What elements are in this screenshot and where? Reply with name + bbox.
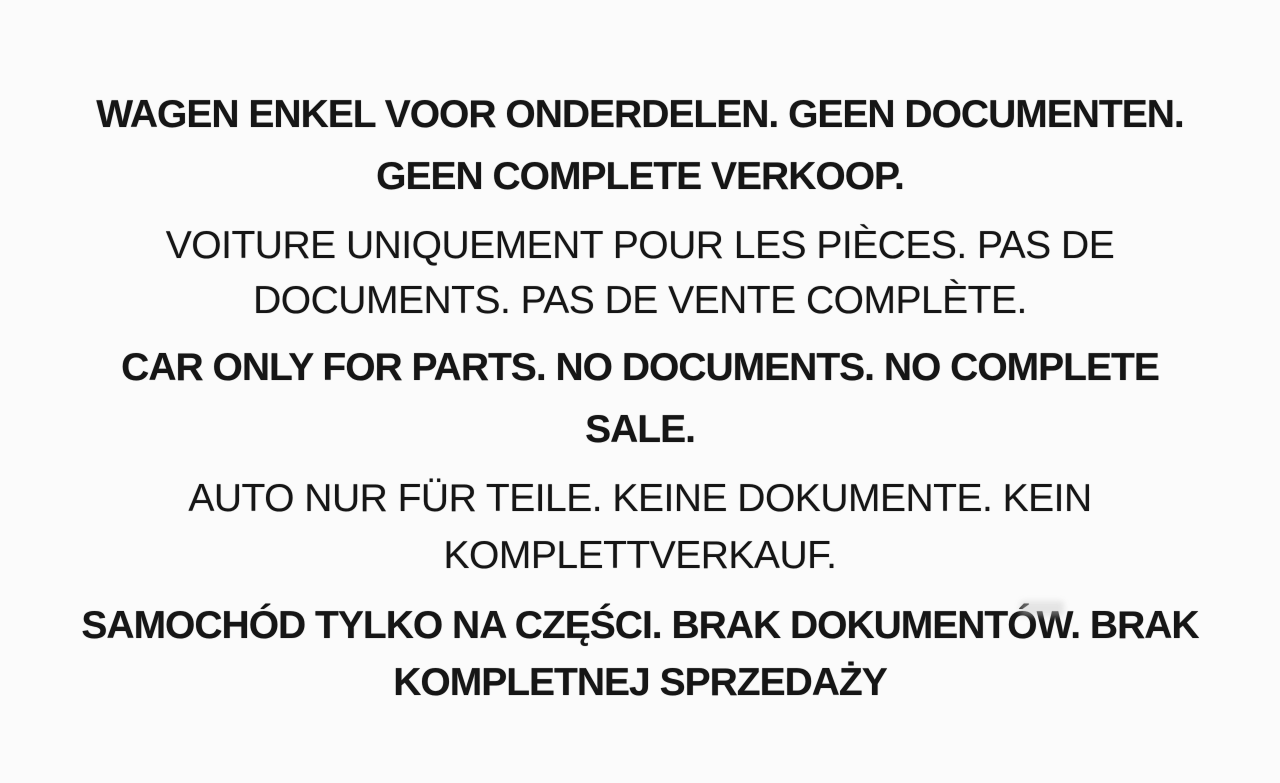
notice-line-dutch-1: WAGEN ENKEL VOOR ONDERDELEN. GEEN DOCUMENTEN. xyxy=(96,93,1184,136)
notice-paragraph-english xyxy=(0,337,1280,461)
notice-paragraph-dutch xyxy=(0,84,1280,208)
notice-line-polish-1: SAMOCHÓD TYLKO NA CZĘŚCI. BRAK DOKUMENTÓW. BRAK xyxy=(81,604,1199,647)
notice-paragraph-german xyxy=(0,470,1280,584)
notice-paragraph-french xyxy=(0,218,1280,328)
notice-line-german-2: KOMPLETTVERKAUF. xyxy=(443,534,837,577)
notice-line-german-1: AUTO NUR FÜR TEILE. KEINE DOKUMENTE. KEIN xyxy=(188,477,1092,520)
notice-line-dutch-2: GEEN COMPLETE VERKOOP. xyxy=(376,155,904,198)
notice-line-english-1: CAR ONLY FOR PARTS. NO DOCUMENTS. NO COMPLETE xyxy=(121,346,1159,389)
notice-line-english-2: SALE. xyxy=(585,408,695,451)
notice-line-polish-2: KOMPLETNEJ SPRZEDAŻY xyxy=(393,661,887,704)
notice-paragraph-polish xyxy=(0,597,1280,711)
notice-line-french-2: DOCUMENTS. PAS DE VENTE COMPLÈTE. xyxy=(253,279,1027,322)
notice-line-french-1: VOITURE UNIQUEMENT POUR LES PIÈCES. PAS DE xyxy=(165,224,1115,267)
